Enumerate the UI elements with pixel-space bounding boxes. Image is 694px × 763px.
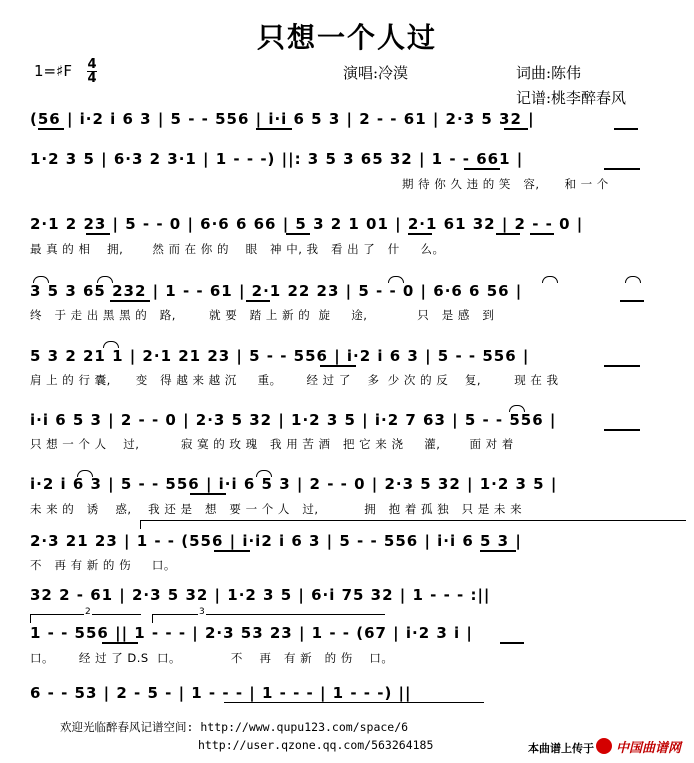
score-row-9-notes: 32 2 - 61 | 2·3 5 32 | 1·2 3 5 | 6·i 75 32 | 1 - - - :|| <box>30 586 491 604</box>
beam-underline <box>500 642 524 644</box>
score-row-3-lyrics: 最 真 的 相 拥, 然 而 在 你 的 眼 神 中, 我 看 出 了 什 么。 <box>30 242 445 256</box>
beam-underline <box>224 702 484 703</box>
footer-welcome-text: 欢迎光临醉春风记谱空间: <box>60 720 194 734</box>
score-row-1-notes: (56 | i·2 i 6 3 | 5 - - 556 | i·i 6 5 3 | 2 - - 61 | 2·3 5 32 | <box>30 110 535 128</box>
beam-underline <box>604 168 640 170</box>
time-signature <box>87 58 97 85</box>
beam-underline <box>256 128 292 130</box>
beam-underline <box>86 233 110 235</box>
tie-mark <box>97 276 113 283</box>
beam-underline <box>620 300 644 302</box>
beam-underline <box>102 642 138 644</box>
score-row-8-lyrics: 不 再 有 新 的 伤 口。 <box>30 558 176 572</box>
footer-url-1[interactable]: http://www.qupu123.com/space/6 <box>200 720 409 734</box>
score-row-8-notes: 2·3 21 23 | 1 - - (556 | i·i2 i 6 3 | 5 - - 556 | i·i 6 5 3 | <box>30 532 522 550</box>
tie-mark <box>103 341 119 348</box>
lyricist-composer: 词曲:陈伟 <box>516 64 582 82</box>
footer-url-2[interactable]: http://user.qzone.qq.com/563264185 <box>198 738 434 752</box>
beam-underline <box>480 550 516 552</box>
song-title: 只想一个人过 <box>256 21 437 54</box>
tie-mark <box>77 470 93 477</box>
time-signature-bottom: 4 <box>87 71 97 86</box>
volta-number-3: 3 <box>199 607 205 617</box>
beam-underline <box>214 550 250 552</box>
beam-underline <box>530 233 554 235</box>
volta-number-2: 2 <box>85 607 91 617</box>
score-row-2-lyrics: 期 待 你 久 违 的 笑 容, 和 一 个 <box>402 177 609 191</box>
beam-underline <box>320 365 356 367</box>
beam-underline <box>246 300 270 302</box>
beam-underline <box>286 233 310 235</box>
score-row-2-notes: 1·2 3 5 | 6·3 2 3·1 | 1 - - -) ||: 3 5 3 65 32 | 1 - - 661 | <box>30 150 524 168</box>
score-row-10-lyrics: 口。 经 过 了 D.S 口。 不 再 有 新 的 伤 口。 <box>30 651 394 665</box>
tie-mark <box>542 276 558 283</box>
tie-mark <box>625 276 641 283</box>
transcriber: 记谱:桃李醉春风 <box>516 89 627 107</box>
site-logo[interactable] <box>596 736 692 756</box>
score-row-4-notes: 3 5 3 65 232 | 1 - - 61 | 2·1 22 23 | 5 - - 0 | 6·6 6 56 | <box>30 282 523 300</box>
score-row-7-lyrics: 未 来 的 诱 惑, 我 还 是 想 要 一 个 人 过, 拥 抱 着 孤 独 只 是 未 来 <box>30 502 523 516</box>
site-logo-icon <box>596 738 612 754</box>
score-row-10-notes: 1 - - 556 || 1 - - - | 2·3 53 23 | 1 - - (67 | i·2 3 i | <box>30 624 473 642</box>
beam-underline <box>496 233 520 235</box>
beam-underline <box>504 128 528 130</box>
time-signature-top: 4 <box>87 57 97 72</box>
beam-underline <box>464 168 500 170</box>
tie-mark <box>388 276 404 283</box>
score-row-6-notes: i·i 6 5 3 | 2 - - 0 | 2·3 5 32 | 1·2 3 5 | i·2 7 63 | 5 - - 556 | <box>30 411 557 429</box>
score-row-4-lyrics: 终 于 走 出 黑 黑 的 路, 就 要 踏 上 新 的 旋 途, 只 是 感 到 <box>30 308 495 322</box>
score-row-6-lyrics: 只 想 一 个 人 过, 寂 寞 的 玫 瑰 我 用 苦 酒 把 它 来 浇 灌, 面 对 着 <box>30 437 514 451</box>
beam-underline <box>604 429 640 431</box>
volta-bracket-first <box>140 520 686 529</box>
score-row-5-lyrics: 肩 上 的 行 囊, 变 得 越 来 越 沉 重。 经 过 了 多 少 次 的 反 复, 现 在 我 <box>30 373 559 387</box>
footer-welcome <box>60 719 408 735</box>
tie-mark <box>509 405 525 412</box>
beam-underline <box>604 365 640 367</box>
tie-mark <box>256 470 272 477</box>
score-row-5-notes: 5 3 2 21 1 | 2·1 21 23 | 5 - - 556 | i·2 i 6 3 | 5 - - 556 | <box>30 347 530 365</box>
beam-underline <box>190 493 226 495</box>
singer: 演唱:冷漠 <box>343 64 409 82</box>
tie-mark <box>33 276 49 283</box>
upload-label: 本曲谱上传于 <box>528 742 594 755</box>
site-logo-text: 中国曲谱网 <box>616 741 682 756</box>
score-row-11-notes: 6 - - 53 | 2 - 5 - | 1 - - - | 1 - - - | 1 - - -) || <box>30 684 412 702</box>
beam-underline <box>408 233 432 235</box>
beam-underline <box>110 300 150 302</box>
beam-underline <box>614 128 638 130</box>
score-row-3-notes: 2·1 2 23 | 5 - - 0 | 6·6 6 66 | 5 3 2 1 01 | 2·1 61 32 | 2 - - 0 | <box>30 215 584 233</box>
key-signature: 1=♯F <box>34 62 72 80</box>
beam-underline <box>38 128 64 130</box>
volta-bracket-third <box>152 614 385 623</box>
score-row-7-notes: i·2 i 6 3 | 5 - - 556 | i·i 6 5 3 | 2 - - 0 | 2·3 5 32 | 1·2 3 5 | <box>30 475 558 493</box>
